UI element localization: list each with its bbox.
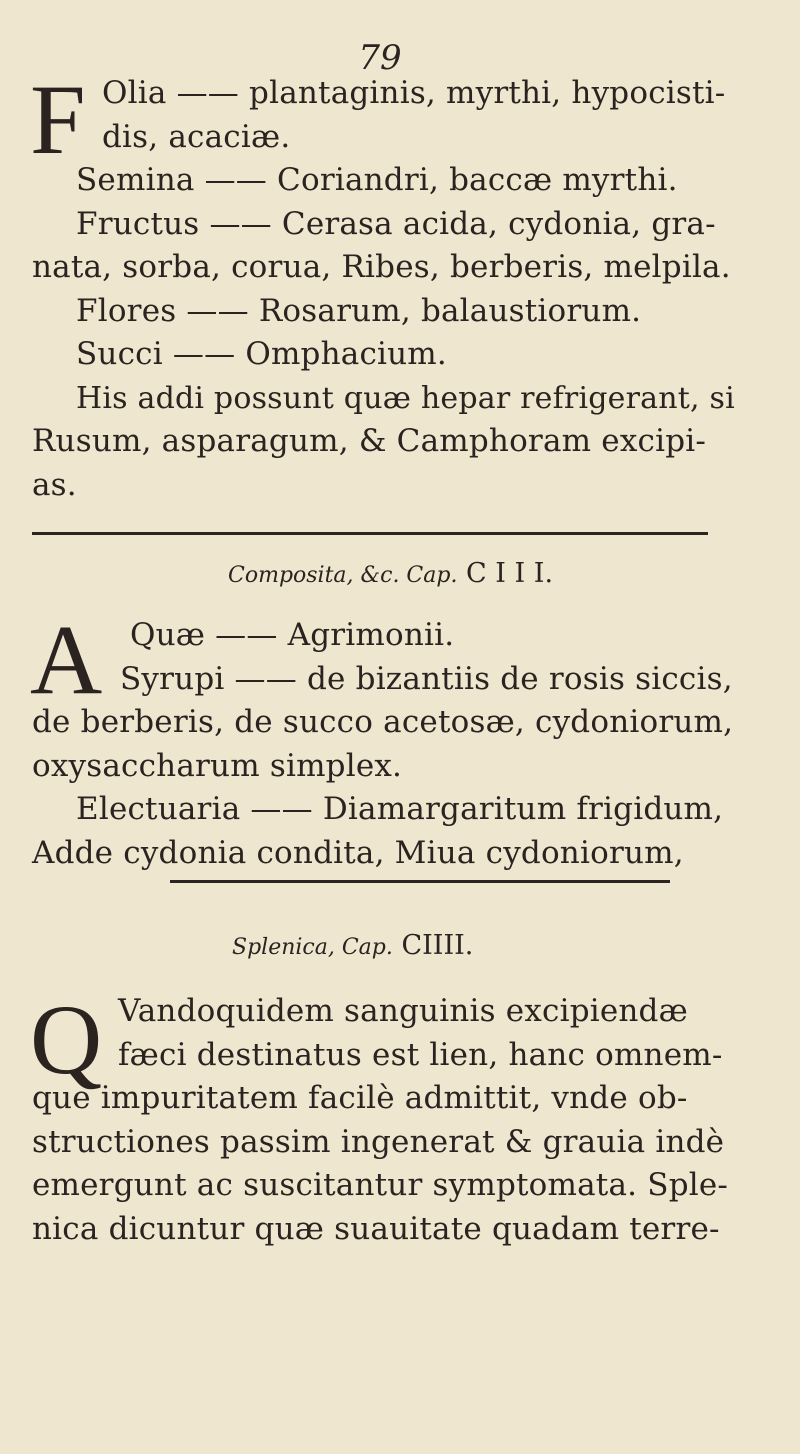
heading-italic: Splenica, Cap. [232, 935, 393, 960]
drop-cap-q: Q [30, 984, 103, 1095]
text-line: Olia —— plantaginis, myrthi, hypocisti- [102, 75, 726, 111]
text-line: que impuritatem facilè admittit, vnde ob- [32, 1080, 688, 1116]
text-line: Fructus —— Cerasa acida, cydonia, gra- [76, 205, 716, 242]
text-line: as. [32, 466, 77, 503]
heading-numeral: CIIII. [401, 930, 474, 961]
section-splenica [30, 984, 744, 1251]
text-line: His addi possunt quæ hepar refrigerant, si [76, 380, 735, 416]
section-divider [32, 532, 708, 535]
text-line: nata, sorba, corua, Ribes, berberis, melpila. [32, 249, 731, 285]
section-divider [170, 880, 670, 883]
text-line: emergunt ac suscitantur symptomata. Sple- [32, 1167, 729, 1203]
text-line: Syrupi —— de bizantiis de rosis siccis, [120, 660, 733, 697]
text-line: dis, acaciæ. [102, 118, 291, 155]
text-line: Electuaria —— Diamargaritum frigidum, [76, 791, 724, 827]
text-line: fæci destinatus est lien, hanc omnem- [118, 1036, 723, 1073]
section-composita [32, 614, 744, 875]
page-number: 79 [358, 38, 402, 78]
text-line: Quæ —— Agrimonii. [130, 617, 455, 653]
text-line: Flores —— Rosarum, balaustiorum. [76, 292, 642, 329]
drop-cap-f: F [30, 64, 86, 175]
text-line: Rusum, asparagum, & Camphoram excipi- [32, 423, 707, 459]
text-line: Succi —— Omphacium. [76, 336, 447, 372]
text-line: Vandoquidem sanguinis excipiendæ [118, 993, 688, 1029]
text-line: Semina —— Coriandri, baccæ myrthi. [76, 162, 678, 198]
text-line: Adde cydonia condita, Miua cydoniorum, [32, 834, 684, 871]
heading-italic: Composita, &c. Cap. [228, 563, 458, 588]
chapter-heading [232, 930, 473, 961]
text-line: structiones passim ingenerat & grauia indè [32, 1123, 725, 1160]
heading-numeral: C I I I. [466, 558, 554, 589]
text-line: oxysaccharum simplex. [32, 747, 403, 784]
drop-cap-a: A [30, 604, 103, 715]
section-folia [30, 64, 744, 507]
chapter-heading [228, 558, 553, 589]
text-line: de berberis, de succo acetosæ, cydoniorum, [32, 704, 734, 740]
text-line: nica dicuntur quæ suauitate quadam terre- [32, 1210, 720, 1247]
